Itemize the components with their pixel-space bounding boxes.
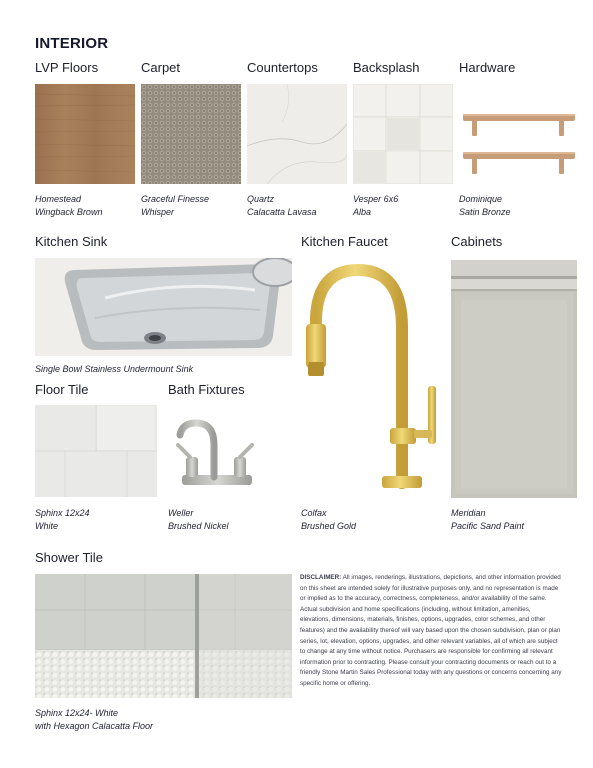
floor-tile-caption: Sphinx 12x24 White [35,508,90,531]
bath-fixture-caption: Weller Brushed Nickel [168,508,229,531]
lvp-floors-heading: LVP Floors [35,60,99,75]
backsplash-heading: Backsplash [353,60,420,75]
cabinets-heading: Cabinets [451,234,503,249]
bath-faucet-image [168,405,268,497]
kitchen-sink-image [35,258,292,356]
carpet-swatch [141,84,241,184]
cabinet-door-swatch [451,260,577,498]
carpet-heading: Carpet [141,60,181,75]
hardware-heading: Hardware [459,60,516,75]
disclaimer-body: All images, renderings, illustrations, depictions, and other information provided on this sheet are intended solely for illustrative purposes only, and no representation is made or implied as to the accuracy, correctness, completeness, and/or availability of the same. Actual subdivision and home specifications (including, without limitation, amenities, elevations, dimensions, materials, finishes, options, upgrades, color schemes, and other features) and the availability thereof will vary based upon the chosen subdivision, plan or plan series, lot, elevation, options, upgrades, and other relevant variables, all of which are subject to change at any time without notice. Purchasers are responsible for confirming all relevant information prior to contracting. Please consult your contracting documents or reach out to a friendly Stone Martin Sales Professional today with any questions or concerns concerning any specific home or offering. [300,574,562,687]
countertop-caption: Quartz Calacatta Lavasa [247,194,317,217]
backsplash-swatch [353,84,453,184]
bath-fixtures-heading: Bath Fixtures [168,382,245,397]
lvp-floor-caption: Homestead Wingback Brown [35,194,103,217]
shower-tile-heading: Shower Tile [35,550,103,565]
hardware-caption: Dominique Satin Bronze [459,194,511,217]
floor-tile-swatch [35,405,157,497]
backsplash-caption: Vesper 6x6 Alba [353,194,399,217]
lvp-floor-swatch [35,84,135,184]
kitchen-faucet-heading: Kitchen Faucet [301,234,388,249]
hardware-pulls-image [459,84,579,184]
page-title: INTERIOR [35,35,109,52]
cabinet-caption: Meridian Pacific Sand Paint [451,508,525,531]
shower-tile-caption: Sphinx 12x24- White with Hexagon Calacatta Floor [35,708,154,731]
shower-tile-image [35,574,292,698]
countertops-heading: Countertops [247,60,318,75]
kitchen-faucet-caption: Colfax Brushed Gold [301,508,357,531]
floor-tile-heading: Floor Tile [35,382,89,397]
kitchen-faucet-image [298,258,446,503]
disclaimer-heading: DISCLAIMER: [300,574,342,581]
countertop-swatch [247,84,347,184]
carpet-caption: Graceful Finesse Whisper [141,194,210,217]
disclaimer-text [300,573,562,690]
kitchen-sink-heading: Kitchen Sink [35,234,108,249]
kitchen-sink-caption: Single Bowl Stainless Undermount Sink [35,364,194,374]
